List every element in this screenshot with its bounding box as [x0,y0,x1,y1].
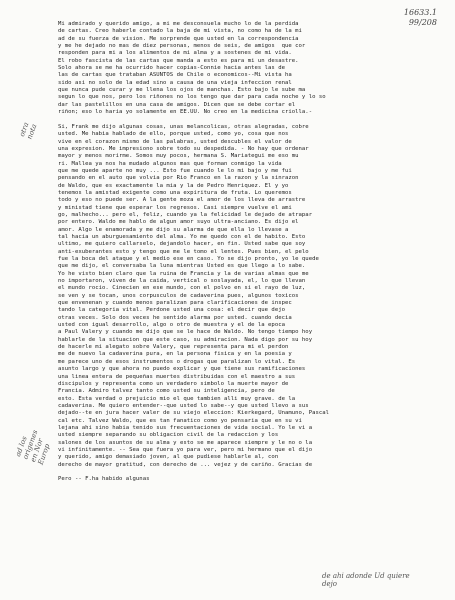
letter-line: me de nuevo la cadaverina pura, en la persona fisica y en la poesia y [58,351,292,358]
letter-line: responden para mi a los alimentos de mi alma y a sostenes de mi vida. [58,50,292,57]
letter-line: fue la boca del ataque y el medio ese en caso. Yo se dijo pronto, yo le quede [58,256,319,262]
letter-line: tenemos la amistad exigente como una expiritura de fruta. Lo queremos [58,189,292,196]
letter-line: de hacerle mi alegato sobre Valery, que representa para mi el perdon [58,344,289,351]
letter-line: me parece uno de esos instrumentos o drogas que paralizan lo vital. Es [58,358,296,365]
letter-line: ad de su fuerza de vision. Me sorprende que usted en la correspondencia [58,35,299,42]
letter-line: lejana ahi sino habia tenido sus frecuentaciones de vida social. Yo le vi a [58,424,313,431]
letter-line: salones de los asuntos de su alma y esto se me aparece siempre y le no o la [58,439,313,446]
letter-line: a Paul Valery y cuando me dijo que se le hace de Waldo. No tengo tiempo hoy [58,329,313,336]
letter-line: esto. Esta verdad o prejuicio mio el que tambien alli muy grave. de la [58,395,296,402]
reference-line-2: 99/208 [408,18,437,27]
letter-line: que nunca pude curar y me llena los ojos de manchas. Esto bajo le sube ma [58,87,306,94]
letter-line: usted siempre separando su obligacion civil de la redaccion y los [58,432,279,439]
letter-body [58,21,446,484]
letter-line: una expresion. Me impresiono sobre todo su despedida. - No hay que ordenar [58,145,309,152]
letter-line: segun lo que nos, pero los riñones no los tengo que dar para cada noche y lo so [58,94,326,101]
letter-line: usted. Me habia hablado de ello, porque usted, como yo, cosa que nos [58,131,289,138]
reference-line-1: 16633.1 [403,8,437,17]
letter-line: Mi admirado y querido amigo, a mi me desconsuela mucho lo de la perdida [58,21,299,27]
letter-line: hablarle de la situacion que este caso, su admiracion. Nada digo por su hoy [58,336,313,343]
letter-line: Pero -- F.ha habido algunas [58,476,150,483]
paragraph-gap [58,469,446,476]
letter-line: todo y eso no puede ser. A la gente moza el amor de los lleva de arrastre [58,197,306,204]
letter-line: derecho de mayor gratitud, con derecho de ... vejez y de cariño. Gracias de [58,461,313,468]
letter-line: anti-exuberantes esto y tengo que me le tomo el lentes. Pues bien, el pelo [58,248,309,255]
letter-line: dejado--te en jura hacer valer de su viejo eleccion: Kierkegard, Unamuno, Pascal [58,410,330,417]
letter-line: amor. Algo le enamorada y me dijo su alarma de que ella lo llevase a [58,226,289,233]
margin-note-bottom: ad los origenes en Nor Europ [14,428,52,466]
letter-line: de cartas. Creo haberle contado la baja de mi vista, no como ha de la mi [58,28,302,35]
letter-line: Si, Frank me dijo algunas cosas, unas melancolicas, otras alegradas, cobre [58,123,309,130]
letter-line: El robo fascista de las cartas que manda a esto es para mi un desastre. [58,57,299,64]
letter-line: ri. Mallea ya nos ha mudado algunos mas que forman conmigo la vida [58,160,282,167]
letter-line: cadaverina. Me quiero entender--que usted lo sabe--y que usted llevo a sus [58,402,309,409]
letter-line: go, malhecho... pero el, feliz, cuando ya la felicidad le dejado de atrapar [58,211,313,218]
letter-line: ultimo, me quiero callarselo, dejandolo hacer, en fin. Usted sabe que soy [58,241,306,248]
letter-line: no importaron, viven de la caida, vertical o soslayada, el, lo que llevan [58,278,306,285]
letter-line: otras veces. Solo dos veces he sentido alarma por usted. cuando decia [58,314,292,321]
letter-line: riñon; eso lo haria yo solamente en EE.UU. No creo en la medicina criolla.- [58,109,313,116]
letter-line: sido asi no solo de la edad sino a causa de una vieja infeccion renal [58,79,292,86]
letter-line: que me quede aparte no muy ... Esto fue cuando le lo mi bajo y me fui [58,167,292,174]
letter-line: una linea entera de pequeñas muertes distribuidas con el maestro a sus [58,373,296,380]
letter-line: tando la categoria vital. Perdone usted una cosa: el decir que dejo [58,307,285,314]
letter-line: dar las pastelillos en una casa de amigos. Dicen que se debe cortar el [58,101,296,108]
letter-line: que envenenan y cuando menos paralizan para clarificaciones de inspec [58,300,292,307]
letter-line: Francia. Admiro talvez tanto como usted su inteligencia, pero de [58,388,275,395]
letter-line: de Waldo, que es exactamente la mia y la de Pedro Henriquez. El y yo [58,182,289,189]
margin-note-top: otra nota [18,121,39,141]
letter-line: tal hacia un aburguesamiento del alma. Yo me quedo con el de habito. Esto [58,233,306,240]
letter-line: que me dijo, el conversaba la luna mientras Usted es que llego a lo sabe. [58,263,306,270]
letter-line: y me he dejado no mas de diez personas, menos de seis, de amigos que cor [58,43,306,50]
letter-line: vive en el corazon mismo de las palabras, usted descubles el valor de [58,138,292,145]
letter-line: y querido, amigo demasiado joven, al que pudiese hablarle al, con [58,454,279,461]
letter-line: discipulos y representa como un verdadero simbolo la muerte mayor de [58,380,289,387]
letter-line: pensando en el auto que volvia por Rio Franco en la razon y la sinrazon [58,175,299,182]
letter-line: cal etc. Talvez Waldo, que es tan fanatico como yo pensaria que en su vi [58,417,302,424]
letter-line: Yo he visto bien claro que la ruina de Francia y la de varias almas que me [58,270,309,277]
letter-line: vi infinitamente. -- Sea que fuera yo para ver, pero mi hermano que el dijo [58,446,313,453]
letter-line: y ministad tiene que esperar los regresos. Casi siempre vuelve el ami [58,204,292,211]
letter-line: Solo ahora se me ha ocurrido hacer copias-Connie hacia antes las de [58,65,285,72]
letter-line: usted con igual desarrollo, algo o otro de muestra y el de la epoca [58,322,285,329]
handwritten-annotation: de ahi adonde Ud quiere dejo [322,572,410,588]
letter-line: mayor y menos morirme. Somos muy pocos, hermana S. Mariategui me eso mu [58,153,299,160]
letter-line: el mundo rocio. Cinecien en ese mundo, con el polvo en si el rayo de luz, [58,285,306,292]
letter-line: asunto largo y que ahora no puedo explicar y que tiene sus ramificaciones [58,366,306,373]
letter-line: las de cartas que trataban ASUNTOS de Chile o economicos--Mi vista ha [58,72,292,79]
paragraph-gap [58,116,446,123]
letter-line: por entero. Waldo me hablo de algun amor suyo ultra-anciano. Es dijo el [58,219,299,226]
letter-line: se ven y se tocan, unos corpusculos de cadaverina pues, algunos toxicos [58,292,299,299]
